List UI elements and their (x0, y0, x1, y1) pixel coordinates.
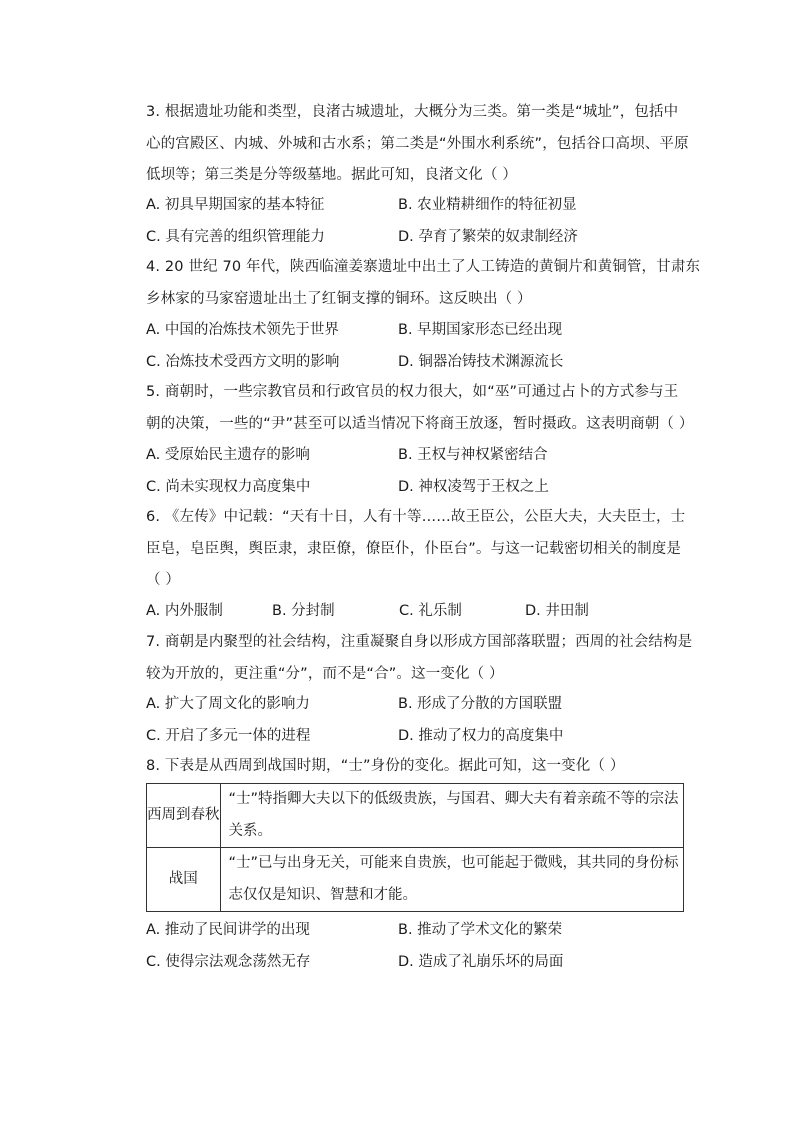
question-4-line-2: 乡林家的马家窑遗址出土了红铜支撑的铜环。这反映出（ ） (146, 290, 532, 307)
question-4 (146, 252, 701, 315)
question-3-line-3: 低坝等；第三类是分等级墓地。据此可知，良渚文化（ ） (146, 167, 518, 183)
question-7-line-1: 7. 商朝是内聚型的社会结构，注重凝聚自身以形成方国部落联盟；西周的社会结构是 (146, 634, 693, 650)
option-c[interactable]: C. 使得宗法观念荡然无存 (146, 953, 311, 970)
question-6 (146, 502, 686, 597)
question-6-line-2: 臣皂，皂臣舆，舆臣隶，隶臣僚，僚臣仆，仆臣台”。与这一记载密切相关的制度是 (146, 540, 682, 557)
question-6-options (146, 596, 676, 628)
table-cell-description (220, 784, 683, 848)
table-cell-line: 关系。 (228, 822, 272, 839)
option-a[interactable]: A. 推动了民间讲学的出现 (146, 922, 310, 938)
question-5 (146, 377, 694, 440)
option-d[interactable]: D. 铜器冶铸技术渊源流长 (398, 353, 564, 370)
table-cell-period: 西周到春秋 (147, 784, 221, 848)
option-c[interactable]: C. 冶炼技术受西方文明的影响 (146, 353, 340, 370)
table-row (147, 784, 684, 848)
table-cell-line: “士”特指卿大夫以下的低级贵族，与国君、卿大夫有着亲疏不等的宗法 (228, 791, 679, 807)
option-b[interactable]: B. 分封制 (272, 603, 335, 619)
option-b[interactable]: B. 推动了学术文化的繁荣 (398, 922, 563, 938)
question-4-options (146, 315, 676, 378)
option-b[interactable]: B. 早期国家形态已经出现 (398, 322, 563, 338)
question-3-options (146, 190, 676, 253)
question-8 (146, 751, 676, 783)
question-7-line-2: 较为开放的，更注重“分”，而不是“合”。这一变化（ ） (146, 665, 504, 682)
option-a[interactable]: A. 内外服制 (146, 603, 223, 619)
status-change-table (146, 783, 684, 912)
option-b[interactable]: B. 形成了分散的方国联盟 (398, 696, 563, 712)
question-3-line-2: 心的宫殿区、内城、外城和古水系；第二类是“外围水利系统”，包括谷口高坝、平原 (146, 135, 689, 152)
question-3 (146, 97, 689, 192)
option-d[interactable]: D. 造成了礼崩乐坏的局面 (398, 953, 564, 970)
option-c[interactable]: C. 礼乐制 (399, 603, 462, 619)
question-6-line-3: （ ） (146, 572, 181, 588)
option-c[interactable]: C. 开启了多元一体的进程 (146, 727, 311, 744)
option-d[interactable]: D. 井田制 (525, 603, 589, 619)
question-4-line-1: 4. 20 世纪 70 年代，陕西临潼姜寨遗址中出土了人工铸造的黄铜片和黄铜管，甘肃东 (146, 259, 701, 275)
option-c[interactable]: C. 尚未实现权力高度集中 (146, 478, 311, 495)
option-c[interactable]: C. 具有完善的组织管理能力 (146, 228, 325, 245)
option-a[interactable]: A. 初具早期国家的基本特征 (146, 197, 325, 213)
option-a[interactable]: A. 中国的冶炼技术领先于世界 (146, 322, 339, 338)
table-cell-line: 志仅仅是知识、智慧和才能。 (228, 886, 417, 903)
table-cell-line: “士”已与出身无关，可能来自贵族，也可能起于微贱，其共同的身份标 (228, 855, 679, 871)
question-3-line-1: 3. 根据遗址功能和类型，良渚古城遗址，大概分为三类。第一类是“城址”，包括中 (146, 104, 679, 120)
question-5-options (146, 440, 676, 503)
question-7 (146, 627, 693, 690)
question-8-line-1: 8. 下表是从西周到战国时期，“士”身份的变化。据此可知，这一变化（ ） (146, 758, 625, 774)
option-b[interactable]: B. 王权与神权紧密结合 (398, 447, 548, 463)
question-6-line-1: 6. 《左传》中记载：“天有十日，人有十等……故王臣公，公臣大夫，大夫臣士，士 (146, 509, 686, 525)
question-5-line-1: 5. 商朝时，一些宗教官员和行政官员的权力很大，如“巫”可通过占卜的方式参与王 (146, 384, 679, 400)
table-row (147, 848, 684, 912)
option-d[interactable]: D. 孕育了繁荣的奴隶制经济 (398, 228, 578, 245)
question-7-options (146, 689, 676, 752)
table-cell-period: 战国 (147, 848, 221, 912)
option-a[interactable]: A. 扩大了周文化的影响力 (146, 696, 310, 712)
option-a[interactable]: A. 受原始民主遗存的影响 (146, 447, 310, 463)
option-d[interactable]: D. 推动了权力的高度集中 (398, 727, 564, 744)
question-5-line-2: 朝的决策，一些的“尹”甚至可以适当情况下将商王放逐，暂时摄政。这表明商朝（ ） (146, 415, 694, 432)
question-8-options (146, 915, 676, 978)
option-b[interactable]: B. 农业精耕细作的特征初显 (398, 197, 577, 213)
option-d[interactable]: D. 神权凌驾于王权之上 (398, 478, 549, 495)
table-cell-description (220, 848, 683, 912)
